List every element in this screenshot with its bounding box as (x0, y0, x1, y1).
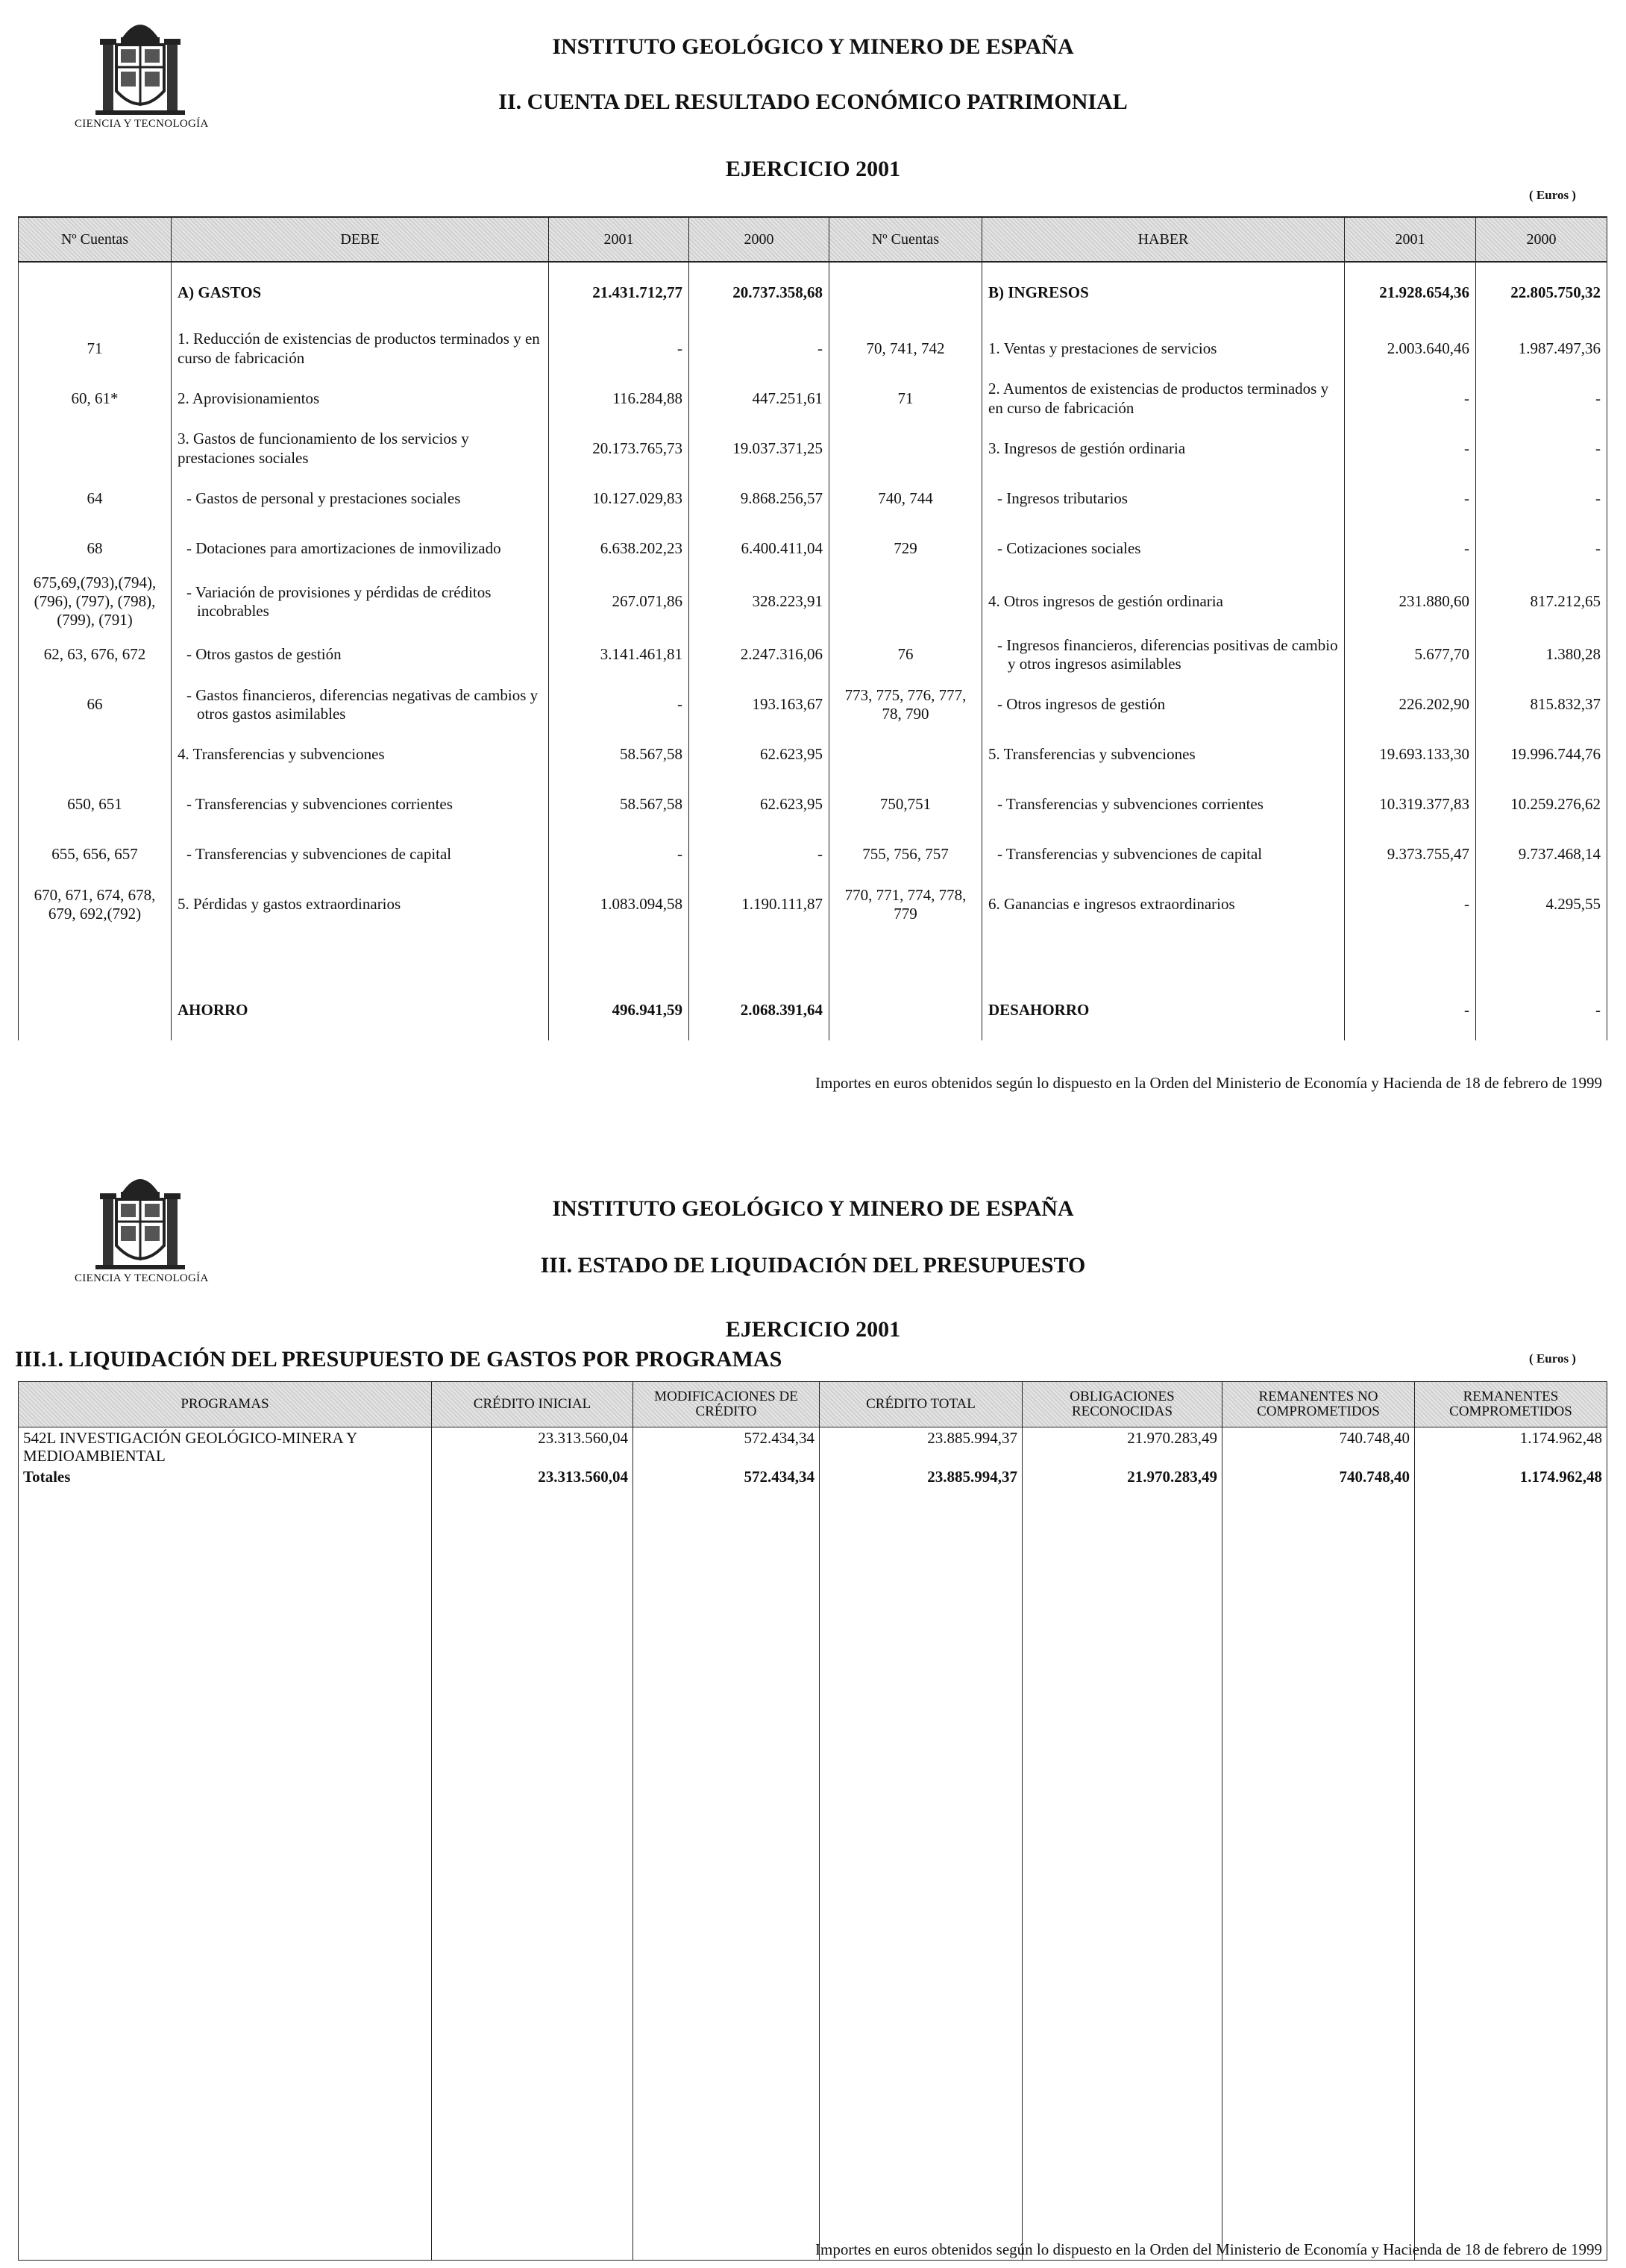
account-left (19, 730, 172, 780)
table-row (19, 324, 1607, 374)
debe-2000: 328.223,91 (689, 574, 829, 630)
account-right: 71 (829, 374, 982, 424)
debe-concept: 3. Gastos de funcionamiento de los servicios y prestaciones sociales (172, 424, 549, 474)
table-row (19, 981, 1607, 1040)
haber-2001: - (1345, 880, 1476, 930)
table-spacer-row (19, 930, 1607, 981)
totals-label: Totales (19, 1466, 432, 2261)
institute-title: INSTITUTO GEOLÓGICO Y MINERO DE ESPAÑA (552, 1196, 1074, 1221)
header-haber: HABER (982, 217, 1345, 262)
account-left: 670, 671, 674, 678, 679, 692,(792) (19, 880, 172, 930)
haber-2000: - (1476, 474, 1607, 524)
debe-2000: 193.163,67 (689, 680, 829, 730)
haber-concept: - Ingresos tributarios (982, 474, 1345, 524)
exercise-label: EJERCICIO 2001 (725, 157, 901, 181)
debe-2000: 9.868.256,57 (689, 474, 829, 524)
haber-2001: - (1345, 524, 1476, 574)
account-right (829, 424, 982, 474)
debe-2001: 21.431.712,77 (549, 262, 689, 324)
debe-concept: - Transferencias y subvenciones de capital (172, 830, 549, 880)
account-left (19, 424, 172, 474)
haber-2000: 1.987.497,36 (1476, 324, 1607, 374)
haber-2000: - (1476, 374, 1607, 424)
debe-concept: - Variación de provisiones y pérdidas de créditos incobrables (172, 574, 549, 630)
debe-concept: 2. Aprovisionamientos (172, 374, 549, 424)
debe-2001: - (549, 680, 689, 730)
account-right: 773, 775, 776, 777, 78, 790 (829, 680, 982, 730)
header-accounts-left: Nº Cuentas (19, 217, 172, 262)
haber-2000: 10.259.276,62 (1476, 780, 1607, 830)
debe-2000: 62.623,95 (689, 730, 829, 780)
account-right (829, 262, 982, 324)
debe-2001: - (549, 324, 689, 374)
debe-2000: 1.190.111,87 (689, 880, 829, 930)
haber-2001: 9.373.755,47 (1345, 830, 1476, 880)
section-title: III. ESTADO DE LIQUIDACIÓN DEL PRESUPUESTO (540, 1253, 1086, 1278)
debe-2001: 496.941,59 (549, 981, 689, 1040)
header-accounts-right: Nº Cuentas (829, 217, 982, 262)
table-row (19, 424, 1607, 474)
account-left (19, 981, 172, 1040)
haber-concept: 5. Transferencias y subvenciones (982, 730, 1345, 780)
haber-2000: - (1476, 424, 1607, 474)
debe-concept: - Gastos financieros, diferencias negativas de cambios y otros gastos asimilables (172, 680, 549, 730)
haber-concept: 6. Ganancias e ingresos extraordinarios (982, 880, 1345, 930)
debe-2001: 6.638.202,23 (549, 524, 689, 574)
haber-2000: 9.737.468,14 (1476, 830, 1607, 880)
total-credito-total: 23.885.994,37 (820, 1466, 1023, 2261)
currency-label: ( Euros ) (1529, 188, 1576, 202)
result-account-table (18, 216, 1607, 1040)
haber-concept: 3. Ingresos de gestión ordinaria (982, 424, 1345, 474)
haber-2000: 815.832,37 (1476, 680, 1607, 730)
haber-2001: 19.693.133,30 (1345, 730, 1476, 780)
table-row (19, 880, 1607, 930)
haber-2001: - (1345, 981, 1476, 1040)
haber-concept: B) INGRESOS (982, 262, 1345, 324)
debe-2000: 2.068.391,64 (689, 981, 829, 1040)
remanentes: 1.174.962,48 (1415, 1427, 1607, 1467)
header-programas: PROGRAMAS (19, 1382, 432, 1427)
total-credito-inicial: 23.313.560,04 (432, 1466, 633, 2261)
header-remanentes: REMANENTES COMPROMETIDOS (1415, 1382, 1607, 1427)
account-right (829, 574, 982, 630)
debe-2000: - (689, 830, 829, 880)
total-remanentes: 1.174.962,48 (1415, 1466, 1607, 2261)
account-left (19, 262, 172, 324)
credito-inicial: 23.313.560,04 (432, 1427, 633, 1467)
table-row (19, 630, 1607, 680)
header-remanentes-no: REMANENTES NO COMPROMETIDOS (1222, 1382, 1415, 1427)
table-row (19, 1427, 1607, 1467)
program-name: 542L INVESTIGACIÓN GEOLÓGICO-MINERA Y MEDIOAMBIENTAL (19, 1427, 432, 1467)
account-right: 76 (829, 630, 982, 680)
haber-2000: 1.380,28 (1476, 630, 1607, 680)
haber-2001: - (1345, 424, 1476, 474)
haber-2000: - (1476, 981, 1607, 1040)
haber-2000: 22.805.750,32 (1476, 262, 1607, 324)
debe-concept: - Otros gastos de gestión (172, 630, 549, 680)
debe-concept: 1. Reducción de existencias de productos terminados y en curso de fabricación (172, 324, 549, 374)
account-left: 655, 656, 657 (19, 830, 172, 880)
header-modificaciones: MODIFICACIONES DE CRÉDITO (633, 1382, 820, 1427)
debe-2001: 10.127.029,83 (549, 474, 689, 524)
haber-2001: 226.202,90 (1345, 680, 1476, 730)
debe-2000: 447.251,61 (689, 374, 829, 424)
debe-2001: 58.567,58 (549, 780, 689, 830)
header-credito-inicial: CRÉDITO INICIAL (432, 1382, 633, 1427)
header-2000-right: 2000 (1476, 217, 1607, 262)
crest-label: CIENCIA Y TECNOLOGÍA (75, 1272, 209, 1284)
currency-label: ( Euros ) (1529, 1351, 1576, 1366)
totals-row (19, 1466, 1607, 2261)
section-title: II. CUENTA DEL RESULTADO ECONÓMICO PATRIMONIAL (498, 89, 1128, 114)
account-left: 68 (19, 524, 172, 574)
coat-of-arms-icon (88, 9, 192, 121)
haber-concept: - Transferencias y subvenciones de capital (982, 830, 1345, 880)
haber-concept: 2. Aumentos de existencias de productos terminados y en curso de fabricación (982, 374, 1345, 424)
account-right (829, 730, 982, 780)
total-remanentes-no: 740.748,40 (1222, 1466, 1415, 2261)
institute-title: INSTITUTO GEOLÓGICO Y MINERO DE ESPAÑA (552, 34, 1074, 59)
header-credito-total: CRÉDITO TOTAL (820, 1382, 1023, 1427)
account-right (829, 981, 982, 1040)
debe-concept: - Transferencias y subvenciones corrientes (172, 780, 549, 830)
account-right: 755, 756, 757 (829, 830, 982, 880)
debe-2000: 6.400.411,04 (689, 524, 829, 574)
total-modificaciones: 572.434,34 (633, 1466, 820, 2261)
debe-2001: 58.567,58 (549, 730, 689, 780)
table-row (19, 680, 1607, 730)
haber-2000: 4.295,55 (1476, 880, 1607, 930)
table-row (19, 474, 1607, 524)
account-left: 675,69,(793),(794), (796), (797), (798), (799), (791) (19, 574, 172, 630)
account-right: 770, 771, 774, 778, 779 (829, 880, 982, 930)
debe-concept: 5. Pérdidas y gastos extraordinarios (172, 880, 549, 930)
haber-2000: 817.212,65 (1476, 574, 1607, 630)
header-2000-left: 2000 (689, 217, 829, 262)
footnote: Importes en euros obtenidos según lo dispuesto en la Orden del Ministerio de Economía y Hacienda de 18 de febrero de 1999 (815, 2240, 1602, 2258)
haber-2001: 231.880,60 (1345, 574, 1476, 630)
debe-concept: AHORRO (172, 981, 549, 1040)
debe-concept: - Gastos de personal y prestaciones sociales (172, 474, 549, 524)
header-2001-right: 2001 (1345, 217, 1476, 262)
table-row (19, 374, 1607, 424)
haber-2000: 19.996.744,76 (1476, 730, 1607, 780)
haber-2000: - (1476, 524, 1607, 574)
account-right: 750,751 (829, 780, 982, 830)
account-left: 650, 651 (19, 780, 172, 830)
account-right: 740, 744 (829, 474, 982, 524)
debe-2001: - (549, 830, 689, 880)
debe-2001: 1.083.094,58 (549, 880, 689, 930)
haber-concept: 4. Otros ingresos de gestión ordinaria (982, 574, 1345, 630)
crest-label: CIENCIA Y TECNOLOGÍA (75, 118, 209, 130)
account-right: 729 (829, 524, 982, 574)
table-row (19, 830, 1607, 880)
account-left: 60, 61* (19, 374, 172, 424)
haber-concept: 1. Ventas y prestaciones de servicios (982, 324, 1345, 374)
table-row (19, 730, 1607, 780)
haber-concept: - Ingresos financieros, diferencias positivas de cambio y otros ingresos asimilables (982, 630, 1345, 680)
modificaciones: 572.434,34 (633, 1427, 820, 1467)
debe-2000: 62.623,95 (689, 780, 829, 830)
table-row (19, 524, 1607, 574)
credito-total: 23.885.994,37 (820, 1427, 1023, 1467)
footnote: Importes en euros obtenidos según lo dispuesto en la Orden del Ministerio de Economía y Hacienda de 18 de febrero de 1999 (815, 1074, 1602, 1092)
haber-2001: 5.677,70 (1345, 630, 1476, 680)
debe-concept: - Dotaciones para amortizaciones de inmovilizado (172, 524, 549, 574)
debe-concept: A) GASTOS (172, 262, 549, 324)
haber-2001: - (1345, 374, 1476, 424)
debe-concept: 4. Transferencias y subvenciones (172, 730, 549, 780)
debe-2000: 19.037.371,25 (689, 424, 829, 474)
debe-2000: 20.737.358,68 (689, 262, 829, 324)
budget-programs-table (18, 1381, 1607, 2261)
coat-of-arms-icon (88, 1163, 192, 1275)
account-left: 64 (19, 474, 172, 524)
haber-2001: 21.928.654,36 (1345, 262, 1476, 324)
haber-2001: - (1345, 474, 1476, 524)
haber-2001: 10.319.377,83 (1345, 780, 1476, 830)
debe-2001: 116.284,88 (549, 374, 689, 424)
debe-2001: 20.173.765,73 (549, 424, 689, 474)
table-row (19, 780, 1607, 830)
haber-concept: - Transferencias y subvenciones corrientes (982, 780, 1345, 830)
haber-2001: 2.003.640,46 (1345, 324, 1476, 374)
obligaciones: 21.970.283,49 (1023, 1427, 1222, 1467)
header-obligaciones: OBLIGACIONES RECONOCIDAS (1023, 1382, 1222, 1427)
haber-concept: - Otros ingresos de gestión (982, 680, 1345, 730)
total-obligaciones: 21.970.283,49 (1023, 1466, 1222, 2261)
header-2001-left: 2001 (549, 217, 689, 262)
table-row (19, 574, 1607, 630)
haber-concept: - Cotizaciones sociales (982, 524, 1345, 574)
table-row (19, 262, 1607, 324)
remanentes-no: 740.748,40 (1222, 1427, 1415, 1467)
account-right: 70, 741, 742 (829, 324, 982, 374)
debe-2001: 3.141.461,81 (549, 630, 689, 680)
account-left: 66 (19, 680, 172, 730)
account-left: 71 (19, 324, 172, 374)
debe-2000: - (689, 324, 829, 374)
exercise-label: EJERCICIO 2001 (725, 1317, 901, 1342)
debe-2000: 2.247.316,06 (689, 630, 829, 680)
haber-concept: DESAHORRO (982, 981, 1345, 1040)
account-left: 62, 63, 676, 672 (19, 630, 172, 680)
subsection-title: III.1. LIQUIDACIÓN DEL PRESUPUESTO DE GASTOS POR PROGRAMAS (15, 1347, 782, 1372)
debe-2001: 267.071,86 (549, 574, 689, 630)
header-debe: DEBE (172, 217, 549, 262)
